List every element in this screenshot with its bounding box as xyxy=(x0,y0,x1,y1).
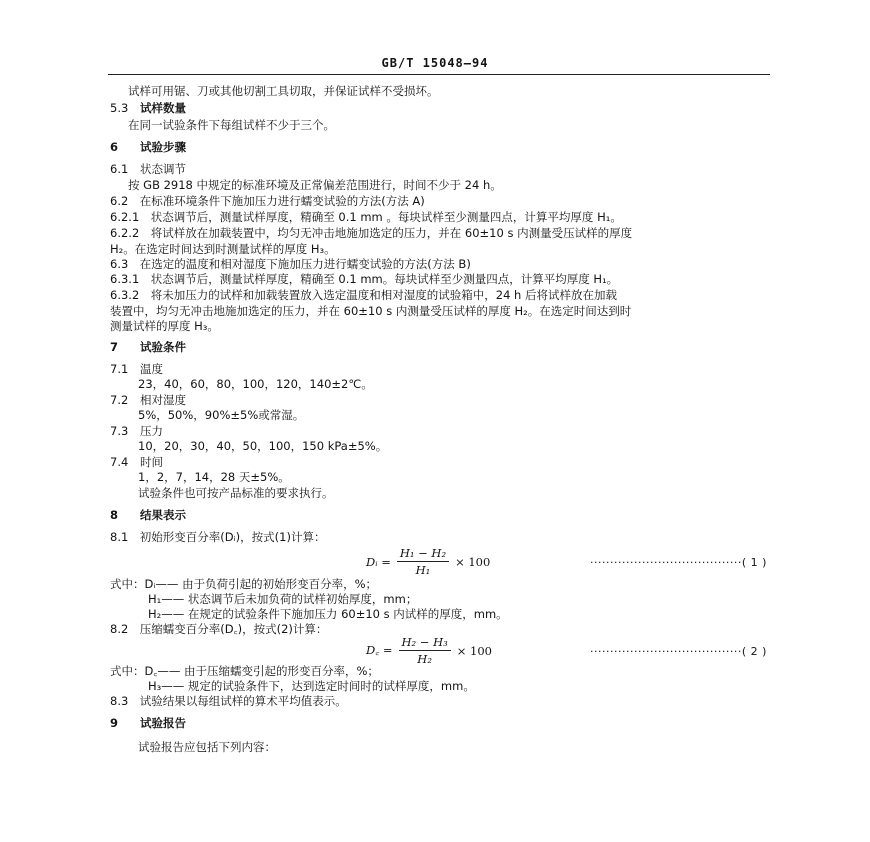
section-number: 9 xyxy=(110,716,119,730)
formula-2-leader xyxy=(590,645,767,658)
section-7-4-heading xyxy=(110,455,163,469)
section-7-2-heading xyxy=(110,393,186,407)
text-line: 23，40，60，80，100，120，140±2℃。 xyxy=(138,377,373,391)
text-line: 在同一试验条件下每组试样不少于三个。 xyxy=(128,118,335,132)
formula-numerator: H₂ − H₃ xyxy=(399,635,451,651)
formula-1-leader xyxy=(590,556,767,569)
section-title: 试样数量 xyxy=(140,101,186,115)
formula-fraction xyxy=(399,635,451,666)
text-line: H₁—— 状态调节后未加负荷的试样初始厚度，mm； xyxy=(148,592,418,606)
section-number: 8 xyxy=(110,508,119,522)
text-line: H₂—— 在规定的试验条件下施加压力 60±10 s 内试样的厚度，mm。 xyxy=(148,607,508,621)
section-title: 时间 xyxy=(140,455,163,469)
section-title: 压力 xyxy=(140,424,163,438)
text-line: 8.1 初始形变百分率(Dᵢ)，按式(1)计算： xyxy=(110,530,326,544)
text-line: H₃—— 规定的试验条件下，达到选定时间时的试样厚度，mm。 xyxy=(148,679,475,693)
formula-denominator: H₂ xyxy=(417,652,432,666)
section-number: 7 xyxy=(110,340,119,354)
text-line: 试验条件也可按产品标准的要求执行。 xyxy=(138,486,334,500)
section-number: 7.3 xyxy=(110,424,129,438)
text-line: 6.3 在选定的温度和相对湿度下施加压力进行蠕变试验的方法(方法 B) xyxy=(110,257,471,271)
formula-lhs: D꜀ = xyxy=(366,643,393,657)
leader-dots: ······································ xyxy=(590,645,742,658)
section-8-heading xyxy=(110,508,186,522)
formula-multiplier: × 100 xyxy=(455,554,491,569)
formula-lhs: Dᵢ = xyxy=(366,554,391,569)
formula-multiplier: × 100 xyxy=(456,643,492,658)
section-number: 6 xyxy=(110,140,119,154)
text-line: 式中：Dᵢ—— 由于负荷引起的初始形变百分率，%； xyxy=(110,577,377,591)
text-line: 8.2 压缩蠕变百分率(D꜀)，按式(2)计算： xyxy=(110,622,328,636)
text-line: 1，2，7，14，28 天±5%。 xyxy=(138,470,290,484)
text-line: 6.3.2 将未加压力的试样和加载装置放入选定温度和相对湿度的试验箱中，24 h 后将试样放在加载 xyxy=(110,288,617,302)
section-number: 7.4 xyxy=(110,455,129,469)
text-line: 试样可用锯、刀或其他切割工具切取，并保证试样不受损坏。 xyxy=(128,84,439,98)
section-title: 状态调节 xyxy=(140,162,186,176)
text-line: 式中：D꜀—— 由于压缩蠕变引起的形变百分率，%； xyxy=(110,664,379,678)
formula-2 xyxy=(366,635,492,666)
text-line: 6.3.1 状态调节后，测量试样厚度，精确至 0.1 mm。每块试样至少测量四点，计算平均厚度 H₁。 xyxy=(110,272,619,286)
section-number: 7.2 xyxy=(110,393,129,407)
section-9-heading xyxy=(110,716,186,730)
text-line: 装置中，均匀无冲击地施加选定的压力，并在 60±10 s 内测量受压试样的厚度 H₂。在选定时间达到时 xyxy=(110,304,632,318)
formula-numerator: H₁ − H₂ xyxy=(397,546,449,562)
section-6-heading xyxy=(110,140,186,154)
equation-number: ( 1 ) xyxy=(741,556,767,569)
section-6-1-heading xyxy=(110,162,186,176)
text-line: H₂。在选定时间达到时测量试样的厚度 H₃。 xyxy=(110,242,336,256)
formula-1 xyxy=(366,546,490,577)
leader-dots: ······································ xyxy=(590,556,742,569)
text-line: 测量试样的厚度 H₃。 xyxy=(110,319,219,333)
section-title: 相对湿度 xyxy=(140,393,186,407)
section-7-1-heading xyxy=(110,362,163,376)
section-number: 6.1 xyxy=(110,162,129,176)
section-title: 试验步骤 xyxy=(140,140,186,154)
section-title: 温度 xyxy=(140,362,163,376)
equation-number: ( 2 ) xyxy=(741,645,767,658)
page-header: GB/T 15048—94 xyxy=(381,56,489,70)
formula-fraction xyxy=(397,546,449,577)
section-5-3-heading xyxy=(110,101,186,115)
section-7-3-heading xyxy=(110,424,163,438)
text-line: 按 GB 2918 中规定的标准环境及正常偏差范围进行，时间不少于 24 h。 xyxy=(128,178,502,192)
section-title: 试验条件 xyxy=(140,340,186,354)
section-number: 7.1 xyxy=(110,362,129,376)
header-rule xyxy=(108,74,770,75)
section-number: 5.3 xyxy=(110,101,129,115)
text-line: 试验报告应包括下列内容： xyxy=(138,740,276,754)
formula-denominator: H₁ xyxy=(415,563,431,577)
section-title: 试验报告 xyxy=(140,716,186,730)
section-7-heading xyxy=(110,340,186,354)
text-line: 6.2 在标准环境条件下施加压力进行蠕变试验的方法(方法 A) xyxy=(110,194,425,208)
section-title: 结果表示 xyxy=(140,508,186,522)
text-line: 6.2.1 状态调节后，测量试样厚度，精确至 0.1 mm 。每块试样至少测量四点，计算平均厚度 H₁。 xyxy=(110,210,622,224)
text-line: 5%，50%，90%±5%或常湿。 xyxy=(138,408,305,422)
text-line: 6.2.2 将试样放在加载装置中，均匀无冲击地施加选定的压力，并在 60±10 s 内测量受压试样的厚度 xyxy=(110,226,633,240)
text-line: 10，20，30，40，50，100，150 kPa±5%。 xyxy=(138,439,388,453)
text-line: 8.3 试验结果以每组试样的算术平均值表示。 xyxy=(110,694,347,708)
